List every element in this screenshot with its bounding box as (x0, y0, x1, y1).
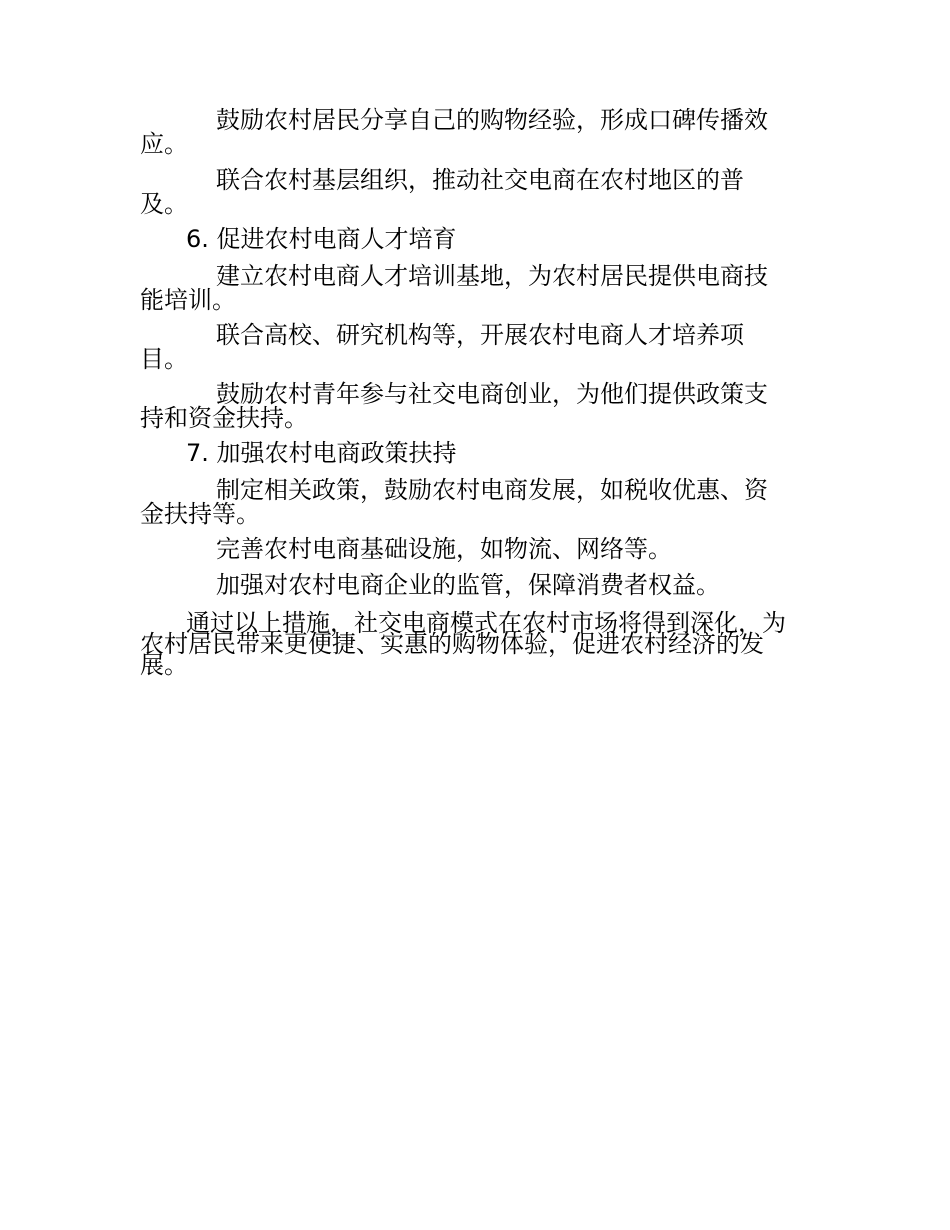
section-heading-6: 6. 促进农村电商人才培育 (186, 225, 457, 253)
paragraph-policy-support: 制定相关政策，鼓励农村电商发展，如税收优惠、资金扶持等。 (140, 476, 768, 528)
paragraph-supervision: 加强对农村电商企业的监管，保障消费者权益。 (216, 571, 720, 599)
paragraph-training-base: 建立农村电商人才培训基地，为农村居民提供电商技能培训。 (140, 262, 768, 314)
paragraph-university-cooperation: 联合高校、研究机构等，开展农村电商人才培养项目。 (140, 321, 744, 373)
paragraph-conclusion: 通过以上措施，社交电商模式在农村市场将得到深化，为农村居民带来更便捷、实惠的购物体验，促进农村经济的发展。 (140, 609, 786, 679)
paragraph-youth-entrepreneurship: 鼓励农村青年参与社交电商创业，为他们提供政策支持和资金扶持。 (140, 380, 768, 432)
paragraph-word-of-mouth: 鼓励农村居民分享自己的购物经验，形成口碑传播效应。 (140, 106, 768, 158)
paragraph-grassroots-organizations: 联合农村基层组织，推动社交电商在农村地区的普及。 (140, 166, 744, 218)
paragraph-infrastructure: 完善农村电商基础设施，如物流、网络等。 (216, 535, 672, 563)
section-heading-7: 7. 加强农村电商政策扶持 (186, 439, 457, 467)
